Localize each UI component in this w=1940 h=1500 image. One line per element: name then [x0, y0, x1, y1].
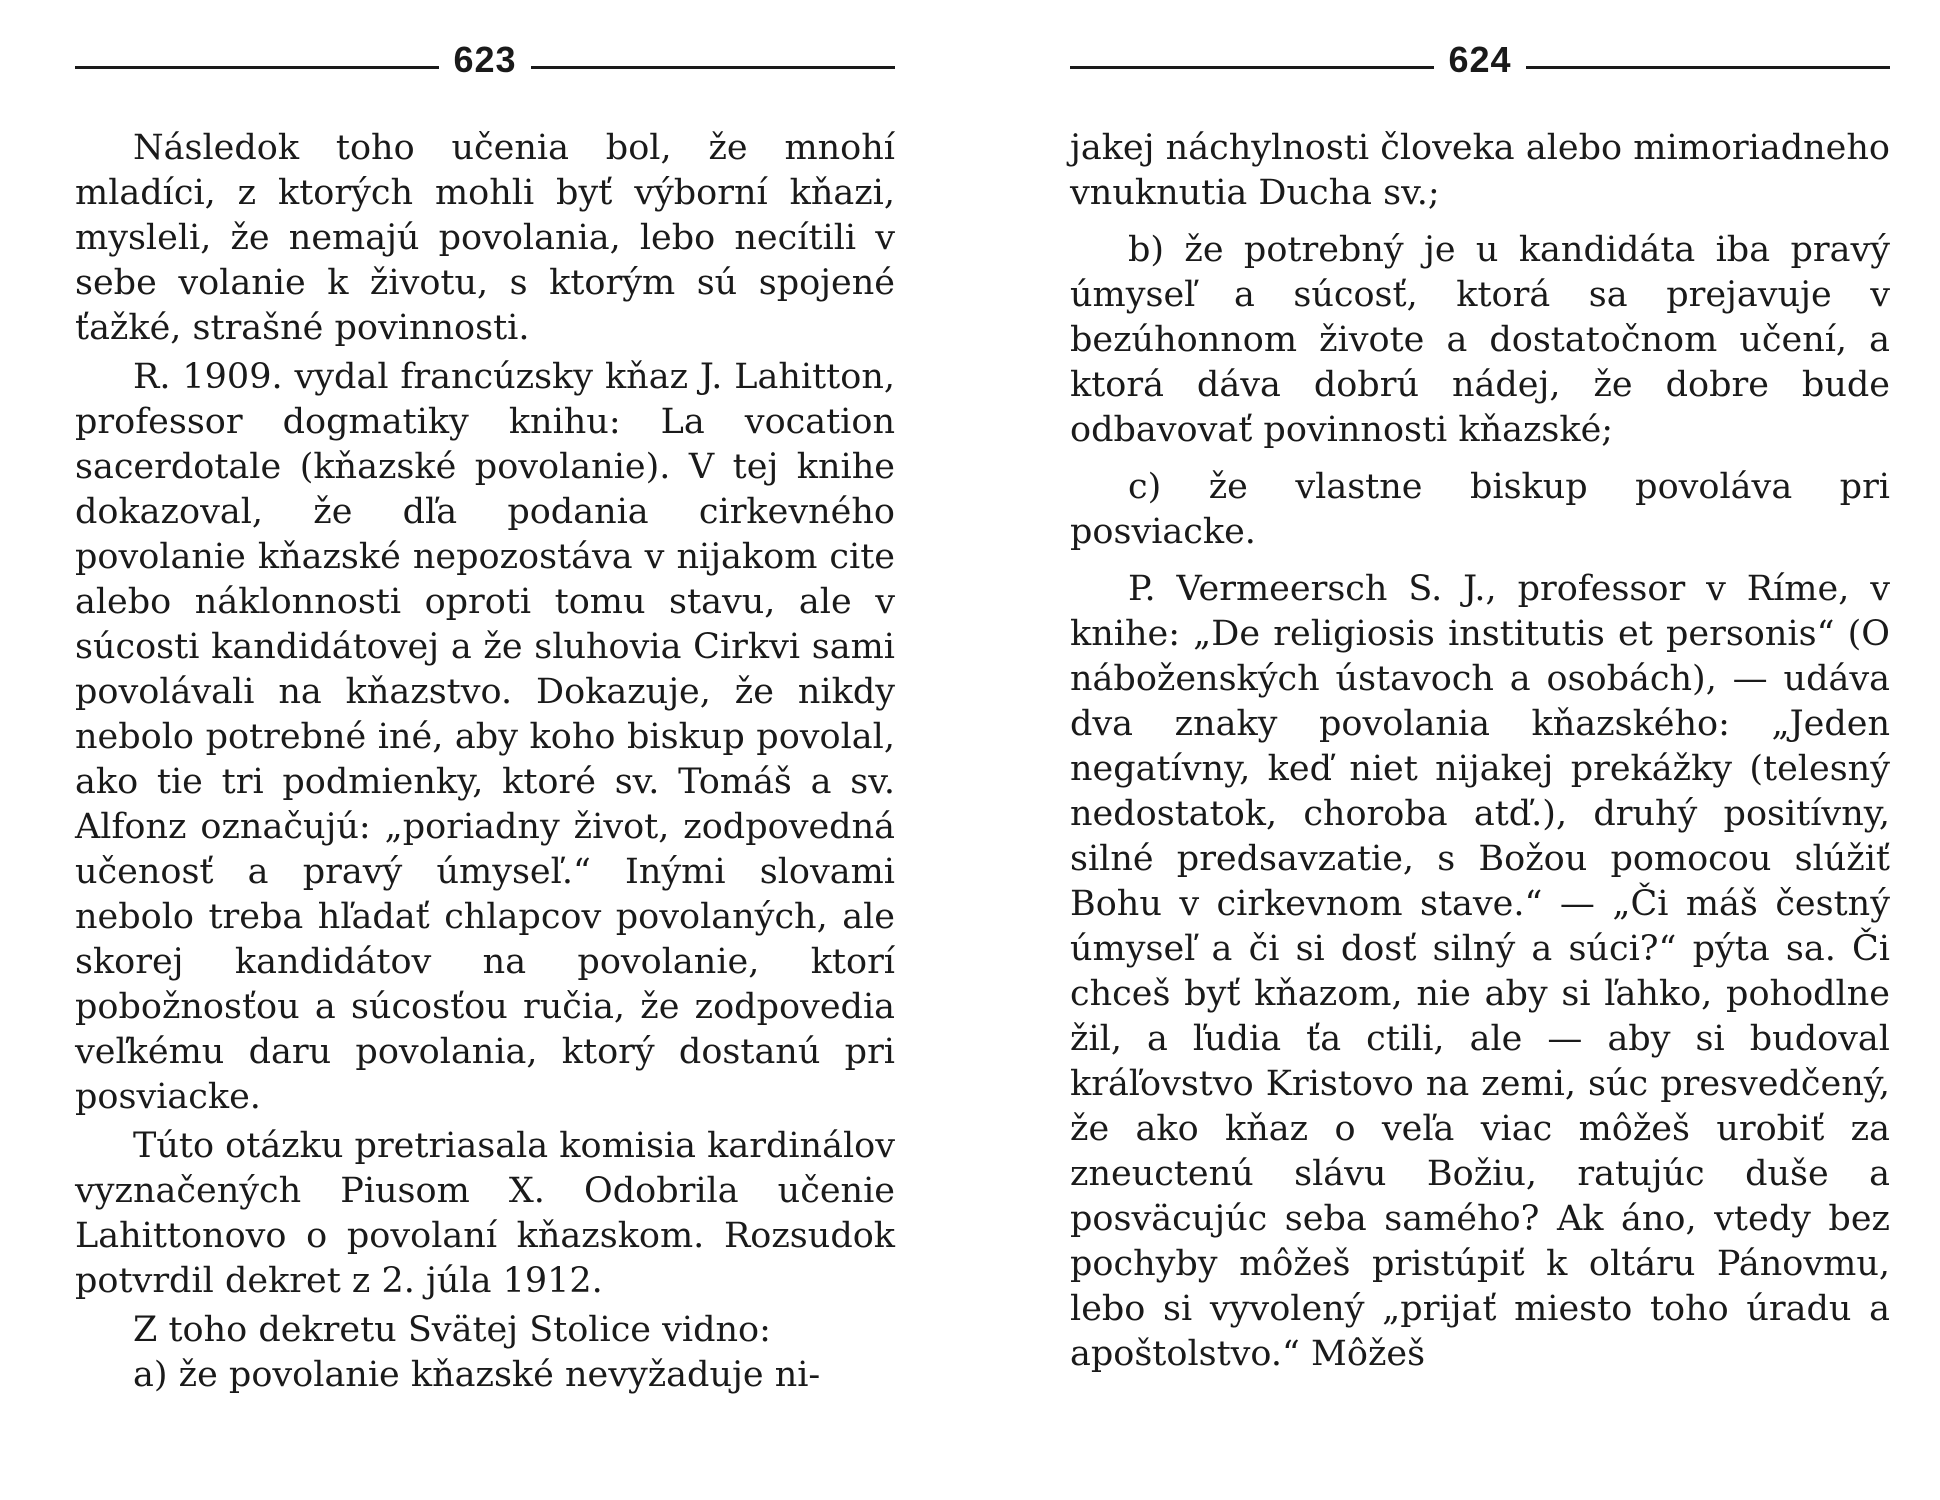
list-item: b) že potrebný je u kandidáta iba pravý úmyseľ a súcosť, ktorá sa prejavuje v bezúhonnom živote a dostatočnom učení, a ktorá dáva dobrú nádej, že dobre bude odbavovať povinnosti kňazské;: [1070, 230, 1890, 450]
header-rule-right: [1526, 66, 1890, 69]
left-page: [75, 30, 895, 1398]
header-rule-left: [75, 66, 439, 69]
list-item: c) že vlastne biskup povoláva pri posviacke.: [1070, 467, 1890, 552]
header-rule-left: [1070, 66, 1434, 69]
left-page-header: [75, 30, 895, 90]
page-number: 624: [1448, 39, 1512, 80]
paragraph: R. 1909. vydal francúzsky kňaz J. Lahitton, professor dogmatiky knihu: La vocation sacerdotale (kňazské povolanie). V tej knihe dokazoval, že dľa podania cirkevného povolanie kňazské nepozostáva v nijakom cite alebo náklonnosti oproti tomu stavu, ale v súcosti kandidátovej a že sluhovia Cirkvi sami povolávali na kňazstvo. Dokazuje, že nikdy nebolo potrebné iné, aby koho biskup povolal, ako tie tri podmienky, ktoré sv. Tomáš a sv. Alfonz označujú: „poriadny život, zodpovedná učenosť a pravý úmyseľ.“ Inými slovami nebolo treba hľadať chlapcov povolaných, ale skorej kandidátov na povolanie, ktorí pobožnosťou a súcosťou ručia, že zodpovedia veľkému daru povolania, ktorý dostanú pri posviacke.: [75, 357, 895, 1117]
left-page-body: [75, 126, 895, 1398]
right-page-header: [1070, 30, 1890, 90]
paragraph: Túto otázku pretriasala komisia kardinálov vyznačených Piusom X. Odobrila učenie Lahittonovo o povolaní kňazskom. Rozsudok potvrdil dekret z 2. júla 1912.: [75, 1126, 895, 1301]
paragraph: Následok toho učenia bol, že mnohí mladíci, z ktorých mohli byť výborní kňazi, mysleli, že nemajú povolania, lebo necítili v sebe volanie k životu, s ktorým sú spojené ťažké, strašné povinnosti.: [75, 128, 895, 348]
right-page-body: [1070, 126, 1890, 1377]
paragraph: P. Vermeersch S. J., professor v Ríme, v knihe: „De religiosis institutis et personis“ (O náboženských ústavoch a osobách), — udáva dva znaky povolania kňazského: „Jeden negatívny, keď niet nijakej prekážky (telesný nedostatok, choroba atď.), druhý positívny, silné predsavzatie, s Božou pomocou slúžiť Bohu v cirkevnom stave.“ — „Či máš čestný úmyseľ a či si dosť silný a súci?“ pýta sa. Či chceš byť kňazom, nie aby si ľahko, pohodlne žil, a ľudia ťa ctili, ale — aby si budoval kráľovstvo Kristovo na zemi, súc presvedčený, že ako kňaz o veľa viac môžeš urobiť za zneuctenú slávu Božiu, ratujúc duše a posväcujúc seba samého? Ak áno, vtedy bez pochyby môžeš pristúpiť k oltáru Pánovmu, lebo si vyvolený „prijať miesto toho úradu a apoštolstvo.“ Môžeš: [1070, 569, 1890, 1374]
paragraph: jakej náchylnosti človeka alebo mimoriadneho vnuknutia Ducha sv.;: [1070, 128, 1890, 213]
right-page: [1070, 30, 1890, 1377]
header-rule-right: [531, 66, 895, 69]
list-item: a) že povolanie kňazské nevyžaduje ni-: [133, 1355, 821, 1395]
page-number: 623: [453, 39, 517, 80]
paragraph: Z toho dekretu Svätej Stolice vidno:: [133, 1310, 771, 1350]
